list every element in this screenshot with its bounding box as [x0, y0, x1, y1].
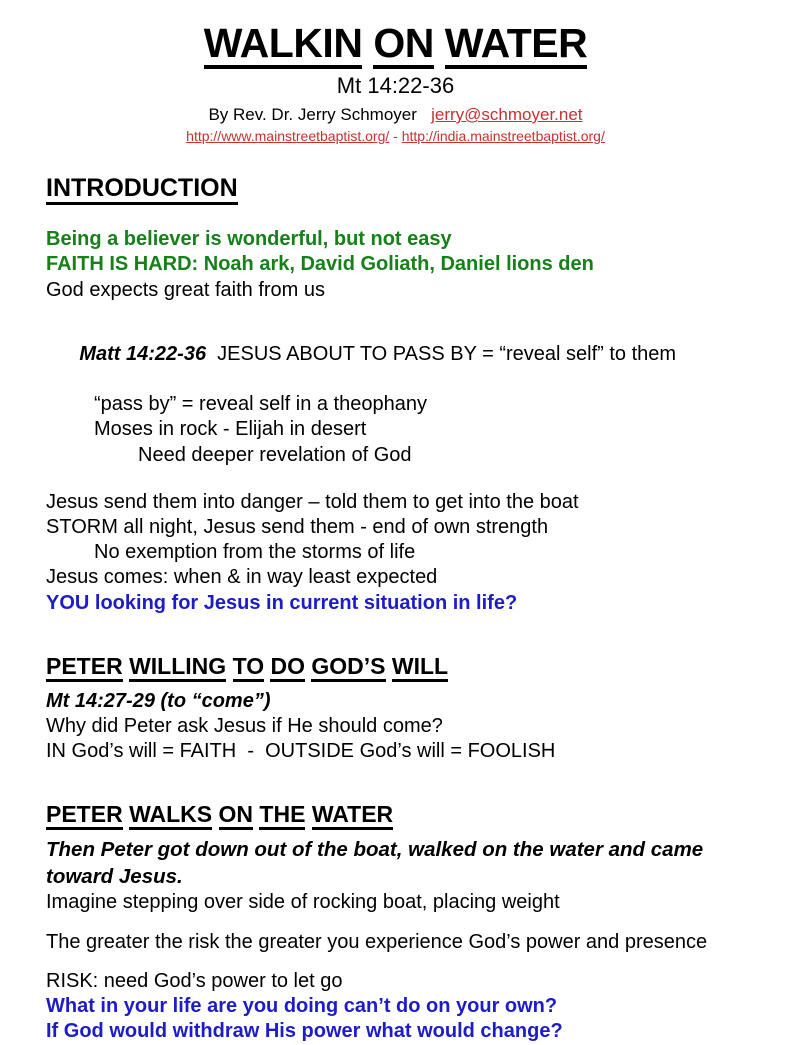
peter-willing-line-2: IN God’s will = FAITH - OUTSIDE God’s will = FOOLISH [46, 740, 556, 763]
intro-blue-line: YOU looking for Jesus in current situation in life? [46, 591, 518, 614]
intro-indent-line-2: Moses in rock - Elijah in desert [94, 418, 367, 441]
spacer [46, 205, 751, 227]
intro-indent-line-1: “pass by” = reveal self in a theophany [94, 393, 427, 416]
section-heading-peter-walks [46, 802, 751, 830]
title-word: WATER [445, 23, 588, 69]
heading-word: ON [219, 803, 254, 830]
peter-walks-line-1: Imagine stepping over side of rocking boat, placing weight [46, 890, 560, 913]
website-links [0, 128, 791, 145]
spacer [46, 955, 751, 969]
heading-word: WILLING [129, 655, 226, 682]
author-name: By Rev. Dr. Jerry Schmoyer [208, 104, 417, 124]
heading-word: THE [259, 803, 305, 830]
heading-word: GOD’S [311, 655, 385, 682]
heading-word: PETER [46, 655, 123, 682]
peter-willing-line-1: Why did Peter ask Jesus if He should come? [46, 714, 443, 737]
spacer [46, 682, 751, 689]
scripture-ref-line [46, 317, 751, 393]
website-link-india[interactable]: http://india.mainstreetbaptist.org/ [401, 128, 605, 145]
section-heading-peter-willing [46, 654, 751, 682]
spacer [46, 764, 751, 802]
spacer [46, 468, 751, 490]
spacer [0, 145, 791, 175]
heading-word: PETER [46, 803, 123, 830]
heading-word: WALKS [129, 803, 212, 830]
document-body [0, 175, 791, 1044]
peter-walks-blue-line-1: What in your life are you doing can’t do on your own? [46, 995, 558, 1018]
intro-body-line-4: Jesus comes: when & in way least expected [46, 566, 438, 589]
scripture-ref-rest: JESUS ABOUT TO PASS BY = “reveal self” to them [206, 342, 677, 365]
peter-walks-scripture-quote: Then Peter got down out of the boat, walked on the water and came toward Jesus. [46, 838, 704, 888]
link-separator: - [393, 128, 398, 145]
heading-word: INTRODUCTION [46, 176, 238, 205]
peter-walks-blue-line-2: If God would withdraw His power what would change? [46, 1020, 563, 1043]
peter-walks-line-3: RISK: need God’s power to let go [46, 969, 343, 992]
scripture-ref-bold: Matt 14:22-36 [79, 342, 207, 365]
spacer [46, 915, 751, 929]
byline [0, 105, 791, 125]
title-word: ON [373, 23, 434, 69]
heading-word: WILL [392, 655, 448, 682]
heading-word: TO [233, 655, 265, 682]
intro-indent-line-3: Need deeper revelation of God [138, 443, 412, 466]
spacer [46, 830, 751, 837]
website-link-main[interactable]: http://www.mainstreetbaptist.org/ [186, 128, 390, 145]
page-title [0, 22, 791, 69]
intro-body-line-2: STORM all night, Jesus send them - end of own strength [46, 516, 549, 539]
spacer [46, 616, 751, 654]
document-header [0, 0, 791, 145]
title-word: WALKIN [204, 23, 363, 69]
email-link[interactable]: jerry@schmoyer.net [431, 104, 583, 124]
peter-willing-subheading: Mt 14:27-29 (to “come”) [46, 689, 271, 712]
intro-plain-line-1: God expects great faith from us [46, 278, 326, 301]
spacer [46, 303, 751, 317]
intro-green-line-2: FAITH IS HARD: Noah ark, David Goliath, Daniel lions den [46, 253, 594, 276]
peter-walks-line-2: The greater the risk the greater you experience God’s power and presence [46, 930, 708, 953]
intro-body-line-3: No exemption from the storms of life [94, 541, 416, 564]
heading-word: DO [270, 655, 305, 682]
section-heading-introduction [46, 175, 751, 205]
scripture-reference: Mt 14:22-36 [336, 73, 455, 98]
intro-body-line-1: Jesus send them into danger – told them to get into the boat [46, 490, 579, 513]
heading-word: WATER [312, 803, 393, 830]
intro-green-line-1: Being a believer is wonderful, but not easy [46, 228, 452, 251]
